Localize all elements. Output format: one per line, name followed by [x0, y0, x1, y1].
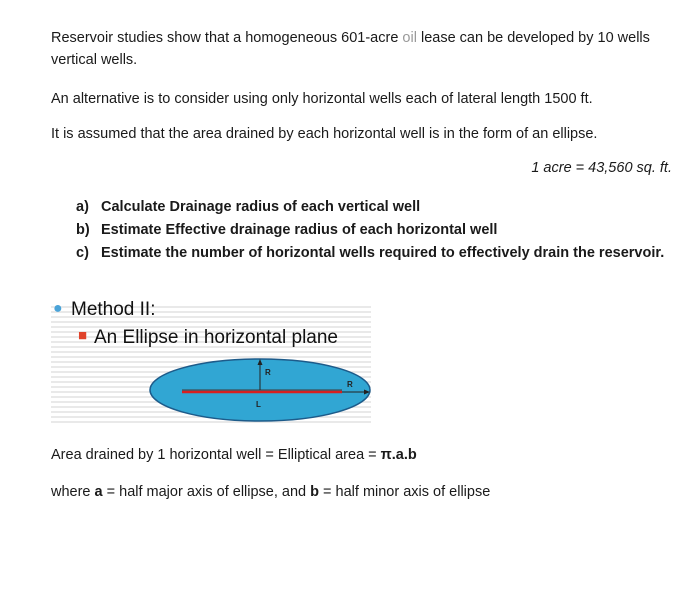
label-l: L: [256, 400, 261, 409]
task-a: [76, 199, 420, 215]
area-statement: [51, 444, 417, 466]
area-formula: π.a.b: [380, 447, 417, 463]
method-bullet-item: [78, 327, 338, 349]
task-b: [76, 222, 497, 238]
problem-text: Reservoir studies show that a homogeneous 601-acre: [51, 30, 403, 46]
label-r-horizontal: R: [347, 380, 353, 389]
definition-text: = half minor axis of ellipse: [319, 484, 491, 500]
assumption-statement: It is assumed that the area drained by each horizontal well is in the form of an ellipse.: [51, 126, 598, 142]
problem-text-continued: lease can be developed by 10 wells vertical wells.: [51, 30, 650, 68]
method-title: Method II:: [71, 299, 156, 320]
alternative-statement: An alternative is to consider using only horizontal wells each of lateral length 1500 ft.: [51, 91, 593, 107]
bullet-dot-icon: ●: [53, 300, 63, 317]
task-c: [76, 245, 664, 261]
conversion-note: 1 acre = 43,560 sq. ft.: [531, 160, 672, 176]
task-text: Estimate the number of horizontal wells required to effectively drain the reservoir.: [101, 245, 665, 261]
ellipse-diagram: [148, 357, 372, 423]
method-heading: [53, 299, 156, 321]
label-r-vertical: R: [265, 368, 271, 377]
area-text: Area drained by 1 horizontal well = Elliptical area =: [51, 447, 381, 463]
symbol-a: a: [94, 484, 103, 500]
task-label: a): [76, 199, 89, 215]
task-label: b): [76, 222, 90, 238]
highlighted-word: oil: [402, 30, 417, 46]
task-label: c): [76, 245, 89, 261]
symbol-b: b: [310, 484, 320, 500]
bullet-square-icon: ■: [78, 327, 88, 344]
task-text: Estimate Effective drainage radius of each horizontal well: [101, 222, 498, 238]
definition-text: = half major axis of ellipse, and: [102, 484, 311, 500]
task-text: Calculate Drainage radius of each vertical well: [101, 199, 421, 215]
slide-excerpt: [51, 299, 371, 426]
definition-statement: [51, 481, 490, 503]
definition-text: where: [51, 484, 95, 500]
problem-statement: [51, 27, 681, 71]
bullet-text: An Ellipse in horizontal plane: [94, 327, 338, 348]
